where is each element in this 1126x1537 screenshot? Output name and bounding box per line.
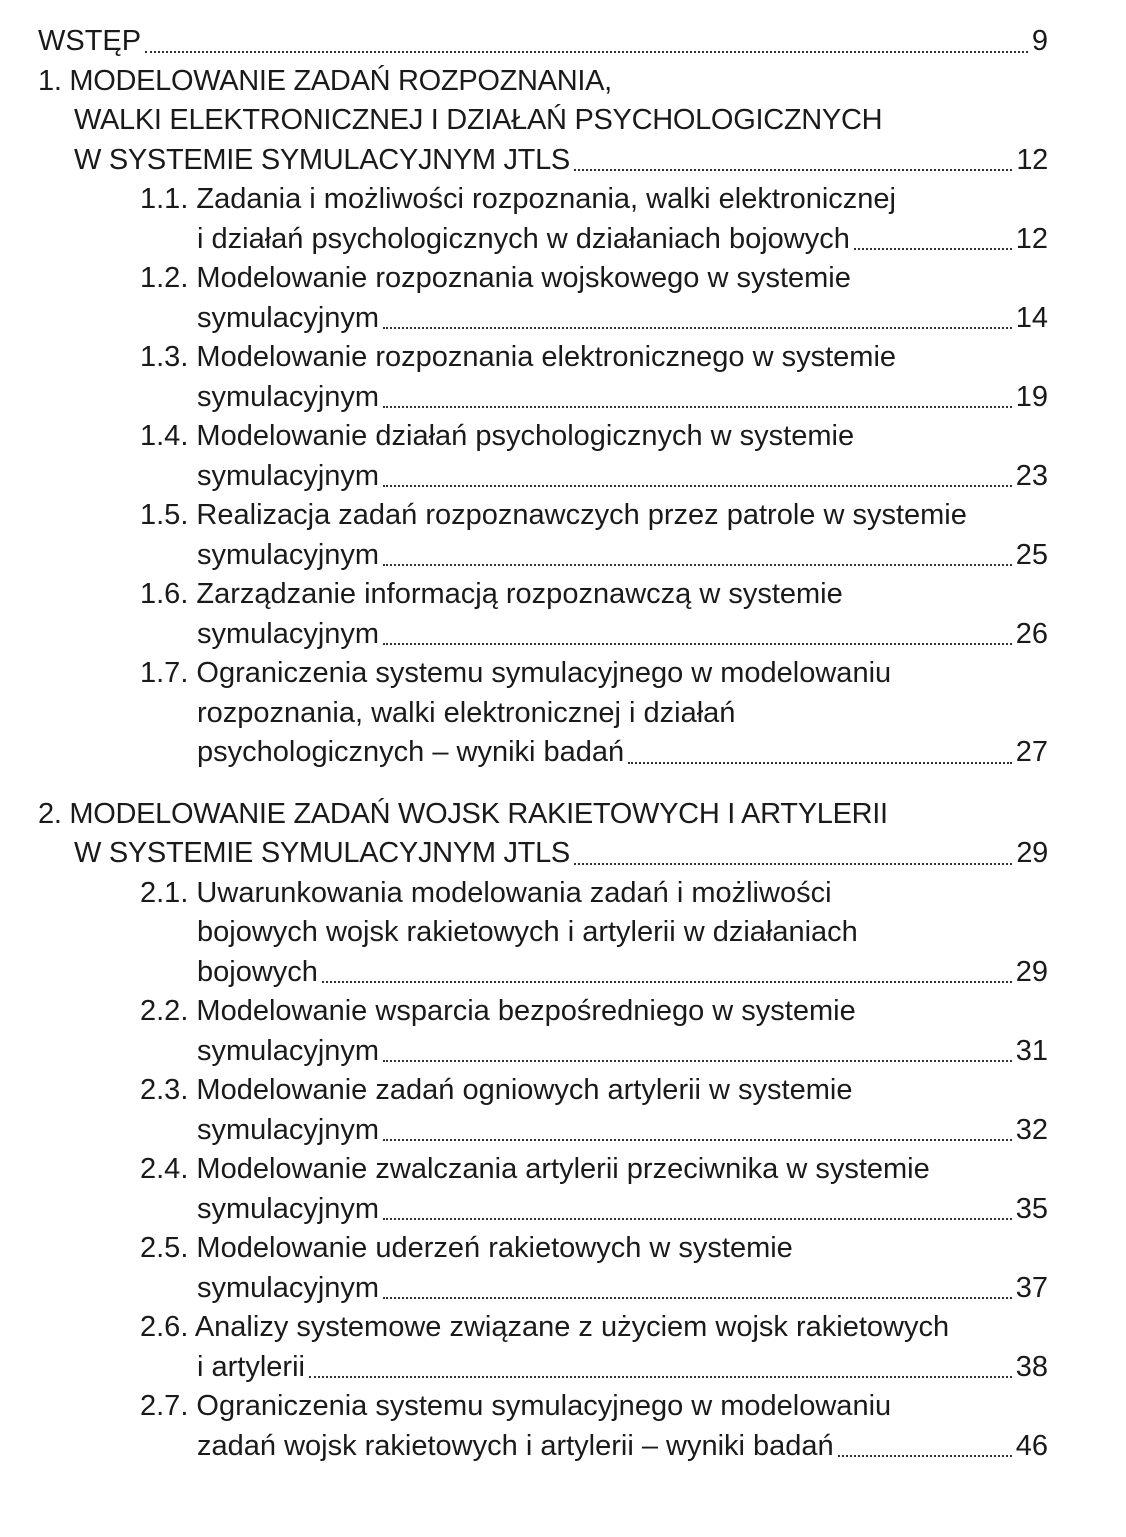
- toc-page-number: 37: [1015, 1271, 1048, 1304]
- toc-page-number: 14: [1015, 301, 1048, 334]
- toc-entry-2-1[interactable]: [0, 953, 1126, 993]
- section-title: 1.2. Modelowanie rozpoznania wojskowego w systemie: [140, 262, 851, 294]
- section-title: bojowych: [197, 955, 318, 988]
- toc-chapter-2-line-1: [0, 795, 1126, 835]
- dot-leader: [309, 1375, 1012, 1378]
- dot-leader: [574, 862, 1012, 865]
- toc-page-number: 25: [1015, 538, 1048, 571]
- toc-section-1-7-line-2: [0, 694, 1126, 734]
- toc-entry-1-3[interactable]: [0, 378, 1126, 418]
- toc-entry-2-7[interactable]: [0, 1427, 1126, 1467]
- toc-entry-intro[interactable]: [0, 22, 1126, 62]
- toc-entry-1-2[interactable]: [0, 299, 1126, 339]
- chapter-heading: W SYSTEMIE SYMULACYJNYM JTLS: [74, 143, 570, 176]
- chapter-heading: WALKI ELEKTRONICZNEJ I DZIAŁAŃ PSYCHOLOGICZNYCH: [74, 104, 883, 136]
- toc-section-2-4-line-1: [0, 1150, 1126, 1190]
- section-title: symulacyjnym: [197, 301, 380, 334]
- toc-entry-2-3[interactable]: [0, 1111, 1126, 1151]
- section-title: zadań wojsk rakietowych i artylerii – wyniki badań: [197, 1429, 834, 1462]
- section-title: symulacyjnym: [197, 1271, 380, 1304]
- section-title: 1.6. Zarządzanie informacją rozpoznawczą w systemie: [140, 578, 843, 610]
- toc-chapter-1-line-2: [0, 101, 1126, 141]
- toc-page-number: 35: [1015, 1192, 1048, 1225]
- section-title: i działań psychologicznych w działaniach bojowych: [197, 222, 850, 255]
- section-title: symulacyjnym: [197, 459, 380, 492]
- section-title: 2.6. Analizy systemowe związane z użyciem wojsk rakietowych: [140, 1311, 950, 1343]
- toc-section-1-7-line-1: [0, 654, 1126, 694]
- toc-entry-1-6[interactable]: [0, 615, 1126, 655]
- section-title: 1.7. Ograniczenia systemu symulacyjnego w modelowaniu: [140, 657, 892, 689]
- dot-leader: [838, 1454, 1012, 1457]
- toc-entry-1-1[interactable]: [0, 220, 1126, 260]
- section-title: 1.5. Realizacja zadań rozpoznawczych przez patrole w systemie: [140, 499, 967, 531]
- dot-leader: [383, 484, 1012, 487]
- dot-leader: [574, 168, 1012, 171]
- dot-leader: [383, 326, 1012, 329]
- toc-entry-2-6[interactable]: [0, 1348, 1126, 1388]
- toc-page-number: 32: [1015, 1113, 1048, 1146]
- toc-entry-label: WSTĘP: [38, 25, 142, 57]
- section-title: 1.4. Modelowanie działań psychologicznych w systemie: [140, 420, 855, 452]
- section-title: psychologicznych – wyniki badań: [197, 736, 625, 768]
- section-title: 2.5. Modelowanie uderzeń rakietowych w systemie: [140, 1232, 793, 1264]
- toc-page-number: 23: [1015, 459, 1048, 492]
- toc-section-1-1-line-1: [0, 180, 1126, 220]
- toc-section-1-4-line-1: [0, 417, 1126, 457]
- dot-leader: [383, 1138, 1012, 1141]
- dot-leader: [383, 1217, 1012, 1220]
- section-title: symulacyjnym: [197, 617, 380, 650]
- section-title: symulacyjnym: [197, 1034, 380, 1067]
- toc-section-1-5-line-1: [0, 496, 1126, 536]
- chapter-heading: 1. MODELOWANIE ZADAŃ ROZPOZNANIA,: [38, 64, 612, 97]
- chapter-heading: 2. MODELOWANIE ZADAŃ WOJSK RAKIETOWYCH I ARTYLERII: [38, 797, 888, 830]
- table-of-contents: [0, 22, 1126, 1466]
- toc-page-number: 29: [1015, 955, 1048, 988]
- section-title: i artylerii: [197, 1350, 305, 1383]
- toc-entry-1-7[interactable]: [0, 733, 1126, 773]
- dot-leader: [383, 563, 1012, 566]
- toc-section-1-3-line-1: [0, 338, 1126, 378]
- chapter-spacer: [0, 773, 1126, 795]
- toc-section-2-1-line-1: [0, 874, 1126, 914]
- toc-entry-1-4[interactable]: [0, 457, 1126, 497]
- section-title: symulacyjnym: [197, 1192, 380, 1225]
- dot-leader: [145, 50, 1028, 53]
- section-title: symulacyjnym: [197, 380, 380, 413]
- toc-entry-2-4[interactable]: [0, 1190, 1126, 1230]
- dot-leader: [322, 980, 1012, 983]
- toc-section-1-2-line-1: [0, 259, 1126, 299]
- section-title: 2.4. Modelowanie zwalczania artylerii przeciwnika w systemie: [140, 1153, 930, 1185]
- section-title: 2.2. Modelowanie wsparcia bezpośredniego w systemie: [140, 995, 856, 1027]
- toc-entry-2-5[interactable]: [0, 1269, 1126, 1309]
- toc-section-2-1-line-2: [0, 913, 1126, 953]
- section-title: 2.7. Ograniczenia systemu symulacyjnego w modelowaniu: [140, 1390, 892, 1422]
- toc-section-2-2-line-1: [0, 992, 1126, 1032]
- toc-page-number: 12: [1015, 222, 1048, 255]
- section-title: symulacyjnym: [197, 1113, 380, 1146]
- dot-leader: [383, 642, 1012, 645]
- toc-page-number: 29: [1016, 837, 1048, 869]
- toc-section-2-5-line-1: [0, 1229, 1126, 1269]
- dot-leader: [383, 405, 1012, 408]
- toc-section-2-6-line-1: [0, 1308, 1126, 1348]
- toc-page-number: 26: [1015, 617, 1048, 650]
- dot-leader: [383, 1296, 1012, 1299]
- section-title: 1.3. Modelowanie rozpoznania elektronicznego w systemie: [140, 341, 897, 373]
- toc-entry-chapter-2[interactable]: [0, 834, 1126, 874]
- section-title: rozpoznania, walki elektronicznej i działań: [197, 696, 736, 729]
- dot-leader: [854, 247, 1012, 250]
- toc-page-number: 27: [1015, 736, 1048, 768]
- dot-leader: [628, 761, 1012, 764]
- dot-leader: [383, 1059, 1012, 1062]
- toc-page-number: 38: [1015, 1350, 1048, 1383]
- section-title: 2.3. Modelowanie zadań ogniowych artylerii w systemie: [140, 1074, 853, 1106]
- toc-entry-1-5[interactable]: [0, 536, 1126, 576]
- section-title: symulacyjnym: [197, 538, 380, 571]
- section-title: bojowych wojsk rakietowych i artylerii w działaniach: [197, 916, 858, 948]
- chapter-heading: W SYSTEMIE SYMULACYJNYM JTLS: [74, 837, 570, 869]
- toc-entry-chapter-1[interactable]: [0, 141, 1126, 181]
- toc-section-2-7-line-1: [0, 1387, 1126, 1427]
- section-title: 1.1. Zadania i możliwości rozpoznania, walki elektronicznej: [140, 183, 896, 215]
- toc-page-number: 19: [1015, 380, 1048, 413]
- toc-page-number: 46: [1015, 1429, 1048, 1462]
- section-title: 2.1. Uwarunkowania modelowania zadań i możliwości: [140, 876, 832, 909]
- toc-entry-2-2[interactable]: [0, 1032, 1126, 1072]
- toc-section-2-3-line-1: [0, 1071, 1126, 1111]
- toc-page-number: 12: [1016, 143, 1048, 176]
- toc-page-number: 31: [1015, 1034, 1048, 1067]
- toc-page-number: 9: [1031, 25, 1048, 57]
- toc-chapter-1-line-1: [0, 62, 1126, 102]
- toc-section-1-6-line-1: [0, 575, 1126, 615]
